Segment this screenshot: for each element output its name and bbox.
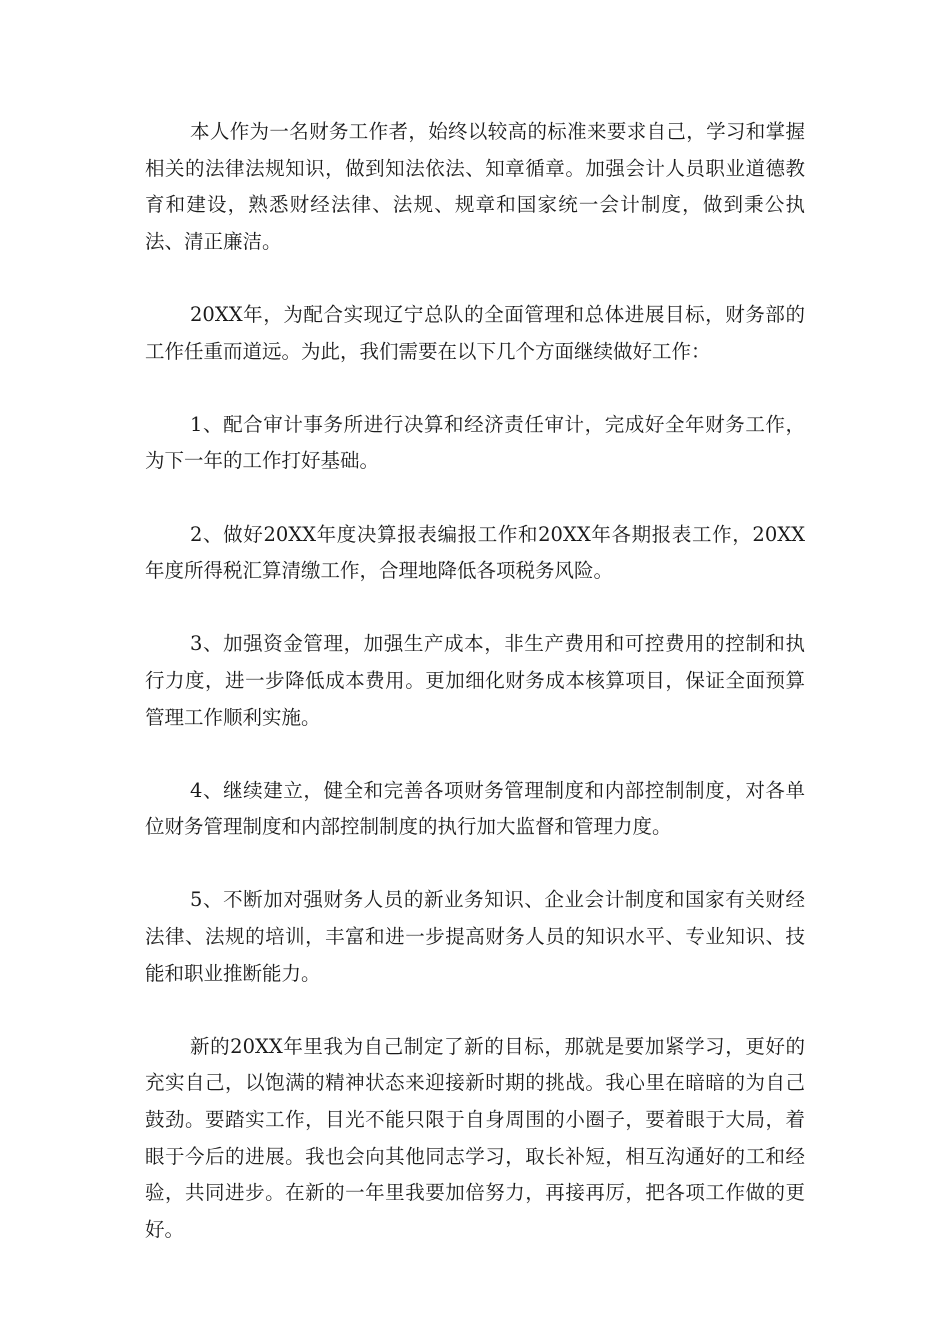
paragraph-item-4: 4、继续建立，健全和完善各项财务管理制度和内部控制制度，对各单位财务管理制度和内部控制制度的执行加大监督和管理力度。 [145,778,805,839]
paragraph-annual-goal-intro: 20XX年，为配合实现辽宁总队的全面管理和总体进展目标，财务部的工作任重而道远。为此，我们需要在以下几个方面继续做好工作： [145,302,805,363]
paragraph-item-1: 1、配合审计事务所进行决算和经济责任审计，完成好全年财务工作，为下一年的工作打好基础。 [145,412,805,473]
paragraph-item-3: 3、加强资金管理，加强生产成本，非生产费用和可控费用的控制和执行力度，进一步降低成本费用。更加细化财务成本核算项目，保证全面预算管理工作顺利实施。 [145,632,805,729]
paragraph-item-2: 2、做好20XX年度决算报表编报工作和20XX年各期报表工作，20XX年度所得税汇算清缴工作，合理地降低各项税务风险。 [145,522,805,583]
paragraph-item-5: 5、不断加对强财务人员的新业务知识、企业会计制度和国家有关财经法律、法规的培训，丰富和进一步提高财务人员的知识水平、专业知识、技能和职业推断能力。 [145,888,805,985]
document-body [145,114,805,1248]
paragraph-new-year-goals: 新的20XX年里我为自己制定了新的目标，那就是要加紧学习，更好的充实自己，以饱满的精神状态来迎接新时期的挑战。我心里在暗暗的为自己鼓劲。要踏实工作，目光不能只限于自身周围的小圈子，要着眼于大局，着眼于今后的进展。我也会向其他同志学习，取长补短，相互沟通好的工和经验，共同进步。在新的一年里我要加倍努力，再接再厉，把各项工作做的更好。 [145,1034,805,1241]
paragraph-self-requirements: 本人作为一名财务工作者，始终以较高的标准来要求自己，学习和掌握相关的法律法规知识，做到知法依法、知章循章。加强会计人员职业道德教育和建设，熟悉财经法律、法规、规章和国家统一会计制度，做到秉公执法、清正廉洁。 [145,120,805,253]
